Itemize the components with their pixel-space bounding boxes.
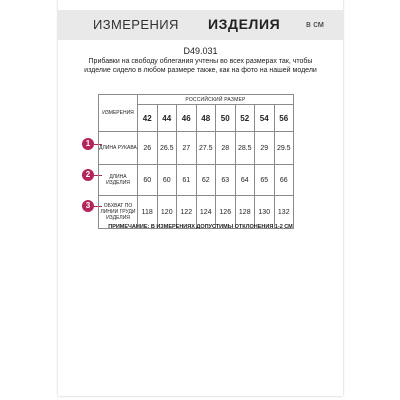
table-cell: 28.5 [235,132,255,165]
size-header: 52 [235,105,255,132]
table-cell: 62 [196,165,216,196]
size-group-label: РОССИЙСКИЙ РАЗМЕР [138,95,294,105]
header-measurements: ИЗМЕРЕНИЯ [93,17,179,32]
marker-3: 3 [82,200,94,212]
table-cell: 28 [216,132,236,165]
table-cell: 60 [157,165,177,196]
row-label-chest-girth: ОБХВАТ ПО ЛИНИИ ГРУДИ ИЗДЕЛИЯ [99,196,138,229]
table-row [99,165,294,196]
table-cell: 128 [235,196,255,229]
size-header: 48 [196,105,216,132]
table-cell: 122 [177,196,197,229]
table-cell: 63 [216,165,236,196]
corner-label: ИЗМЕРЕНИЯ [99,95,138,132]
table-cell: 126 [216,196,236,229]
size-header: 50 [216,105,236,132]
table-cell: 65 [255,165,275,196]
size-header: 56 [274,105,294,132]
fit-note: Прибавки на свободу облегания учтены во всех размерах так, чтобы изделие сидело в любом размере также, как на фото на нашей модели [84,58,317,74]
table-cell: 27.5 [196,132,216,165]
table-cell: 66 [274,165,294,196]
table-cell: 26.5 [157,132,177,165]
row-label-garment-length: ДЛИНА ИЗДЕЛИЯ [99,165,138,196]
table-cell: 64 [235,165,255,196]
size-header: 54 [255,105,275,132]
size-table [98,94,294,229]
size-header: 46 [177,105,197,132]
table-row [99,132,294,165]
marker-2: 2 [82,169,94,181]
size-chart-sheet [58,0,343,396]
header-garment: ИЗДЕЛИЯ [208,16,281,32]
row-label-sleeve-length: ДЛИНА РУКАВА [99,132,138,165]
tolerance-remark: ПРИМЕЧАНИЕ: В ИЗМЕРЕНИЯХ ДОПУСТИМЫ ОТКЛОНЕНИЯ 1-2 СМ [108,224,293,230]
table-cell: 29.5 [274,132,294,165]
header-bar [58,10,343,40]
article-code: D49.031 [183,46,218,56]
size-header: 44 [157,105,177,132]
table-cell: 26 [138,132,158,165]
table-cell: 29 [255,132,275,165]
table-cell: 132 [274,196,294,229]
table-cell: 61 [177,165,197,196]
marker-1: 1 [82,138,94,150]
size-header: 42 [138,105,158,132]
table-cell: 124 [196,196,216,229]
header-units: в см [306,19,324,29]
table-cell: 130 [255,196,275,229]
table-cell: 60 [138,165,158,196]
table-cell: 118 [138,196,158,229]
table-cell: 27 [177,132,197,165]
table-cell: 120 [157,196,177,229]
